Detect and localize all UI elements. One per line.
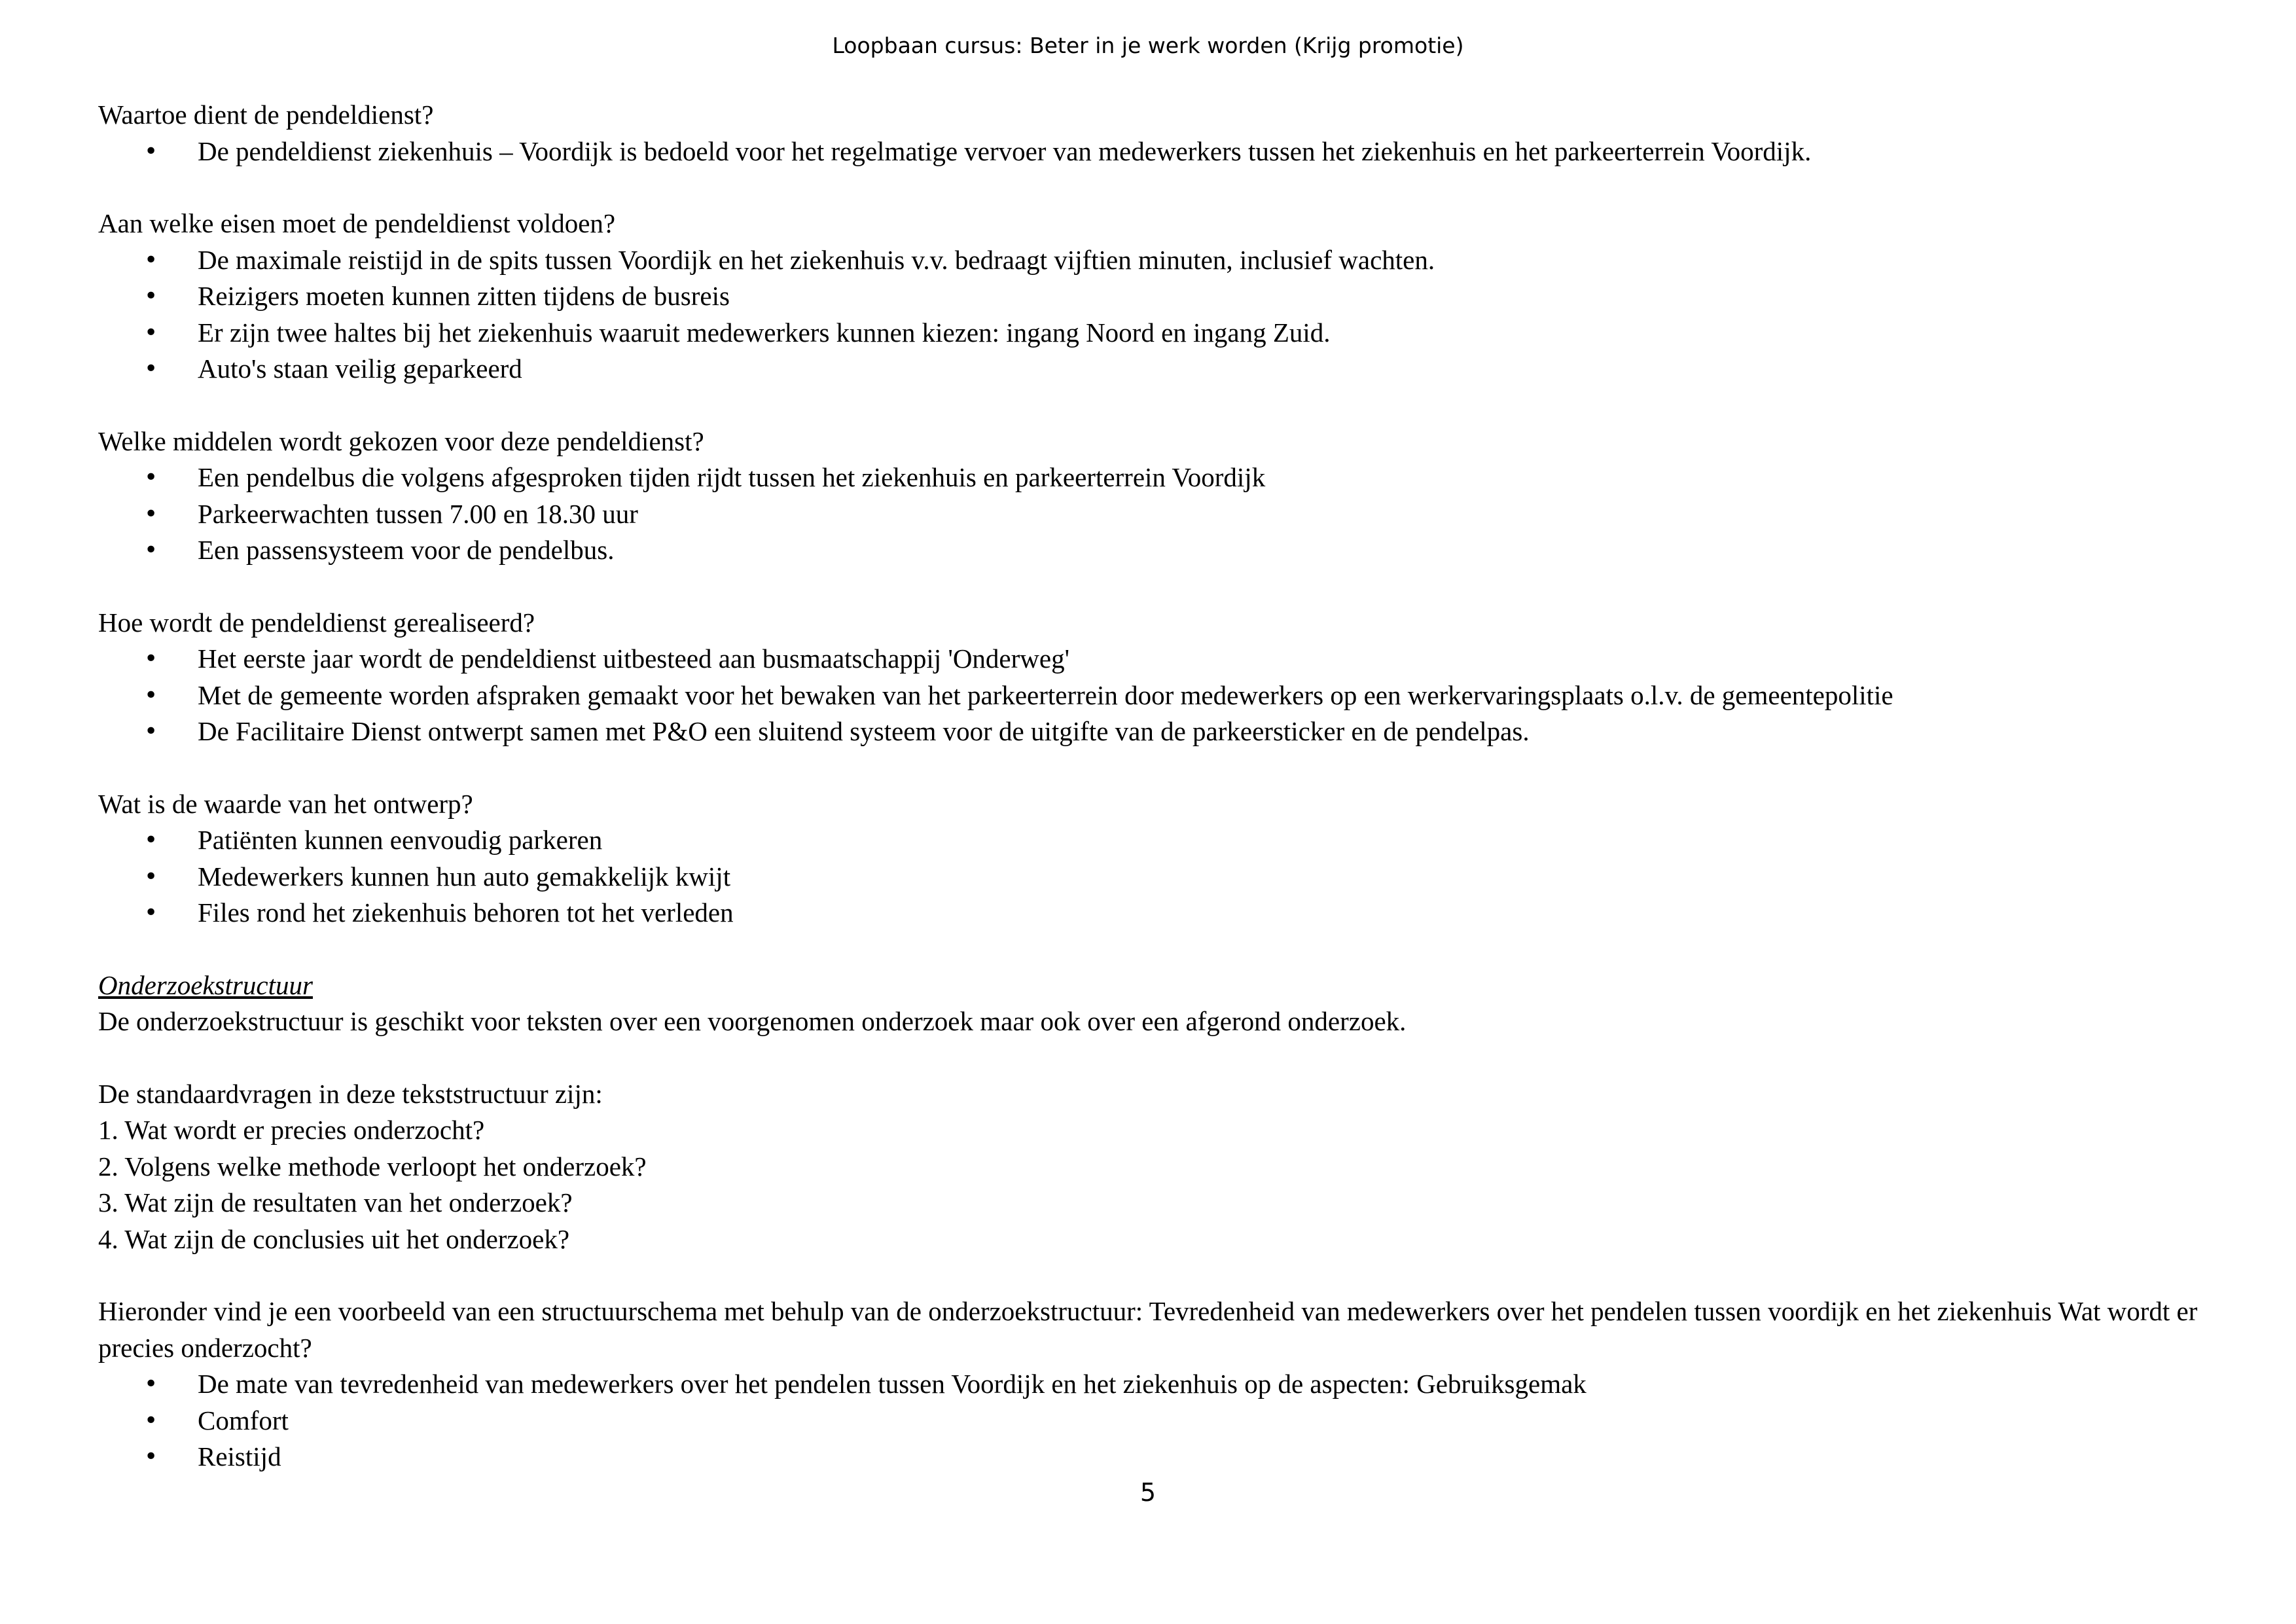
page-header: Loopbaan cursus: Beter in je werk worden (Krijg promotie) bbox=[832, 33, 1464, 58]
list-item: • Met de gemeente worden afspraken gemaakt voor het bewaken van het parkeerterrein door medewerkers op een werkervaringsplaats o.l.v. de gemeentepolitie bbox=[98, 677, 2199, 714]
section-question: Welke middelen wordt gekozen voor deze pendeldienst? bbox=[98, 425, 704, 456]
research-question: 4. Wat zijn de conclusies uit het onderzoek? bbox=[98, 1223, 570, 1254]
section-requirements bbox=[98, 206, 2199, 388]
list-item: • Er zijn twee haltes bij het ziekenhuis waaruit medewerkers kunnen kiezen: ingang Noord en ingang Zuid. bbox=[98, 315, 2199, 352]
bullet-list bbox=[98, 641, 2199, 750]
list-item: • Files rond het ziekenhuis behoren tot het verleden bbox=[98, 895, 2199, 931]
list-item: • Patiënten kunnen eenvoudig parkeren bbox=[98, 822, 2199, 859]
list-item: • De maximale reistijd in de spits tussen Voordijk en het ziekenhuis v.v. bedraagt vijftien minuten, inclusief wachten. bbox=[98, 242, 2199, 279]
list-item: • Reizigers moeten kunnen zitten tijdens de busreis bbox=[98, 278, 2199, 315]
research-example: Hieronder vind je een voorbeeld van een structuurschema met behulp van de onderzoekstructuur: Tevredenheid van medewerkers over het pendelen tussen voordijk en het ziekenhuis Wat wordt er precies onderzocht? bbox=[98, 1296, 2198, 1363]
list-item: • De Facilitaire Dienst ontwerpt samen met P&O een sluitend systeem voor de uitgifte van de parkeersticker en de pendelpas. bbox=[98, 713, 2199, 750]
research-question: 2. Volgens welke methode verloopt het onderzoek? bbox=[98, 1151, 647, 1182]
section-question: Aan welke eisen moet de pendeldienst voldoen? bbox=[98, 208, 616, 238]
list-item: • Reistijd bbox=[98, 1439, 2199, 1475]
list-item: • Het eerste jaar wordt de pendeldienst uitbesteed aan busmaatschappij 'Onderweg' bbox=[98, 641, 2199, 677]
research-question: 1. Wat wordt er precies onderzocht? bbox=[98, 1115, 485, 1145]
bullet-list bbox=[98, 1366, 2199, 1475]
page-number: 5 bbox=[1139, 1478, 1157, 1507]
section-research-structure bbox=[98, 967, 2199, 1475]
list-item: • Comfort bbox=[98, 1403, 2199, 1439]
list-item: • Een pendelbus die volgens afgesproken tijden rijdt tussen het ziekenhuis en parkeerterrein Voordijk bbox=[98, 460, 2199, 496]
bullet-list bbox=[98, 242, 2199, 388]
list-item: • Auto's staan veilig geparkeerd bbox=[98, 351, 2199, 388]
list-item: • De pendeldienst ziekenhuis – Voordijk is bedoeld voor het regelmatige vervoer van medewerkers tussen het ziekenhuis en het parkeerterrein Voordijk. bbox=[98, 134, 2199, 170]
research-heading: Onderzoekstructuur bbox=[98, 969, 313, 1000]
list-item: • Parkeerwachten tussen 7.00 en 18.30 uur bbox=[98, 496, 2199, 533]
research-questions-intro: De standaardvragen in deze tekststructuur zijn: bbox=[98, 1078, 603, 1109]
section-question: Wat is de waarde van het ontwerp? bbox=[98, 788, 473, 819]
research-question: 3. Wat zijn de resultaten van het onderzoek? bbox=[98, 1187, 573, 1218]
section-value bbox=[98, 786, 2199, 931]
list-item: • Een passensysteem voor de pendelbus. bbox=[98, 532, 2199, 569]
section-purpose bbox=[98, 97, 2199, 170]
section-realisation bbox=[98, 605, 2199, 750]
section-question: Waartoe dient de pendeldienst? bbox=[98, 99, 434, 130]
list-item: • Medewerkers kunnen hun auto gemakkelijk kwijt bbox=[98, 859, 2199, 895]
bullet-list bbox=[98, 134, 2199, 170]
section-means bbox=[98, 424, 2199, 569]
bullet-list bbox=[98, 460, 2199, 569]
section-question: Hoe wordt de pendeldienst gerealiseerd? bbox=[98, 607, 535, 638]
research-intro: De onderzoekstructuur is geschikt voor teksten over een voorgenomen onderzoek maar ook over een afgerond onderzoek. bbox=[98, 1006, 1407, 1036]
bullet-list bbox=[98, 822, 2199, 931]
page-content bbox=[98, 97, 2199, 1475]
list-item: • De mate van tevredenheid van medewerkers over het pendelen tussen Voordijk en het ziekenhuis op de aspecten: Gebruiksgemak bbox=[98, 1366, 2199, 1403]
